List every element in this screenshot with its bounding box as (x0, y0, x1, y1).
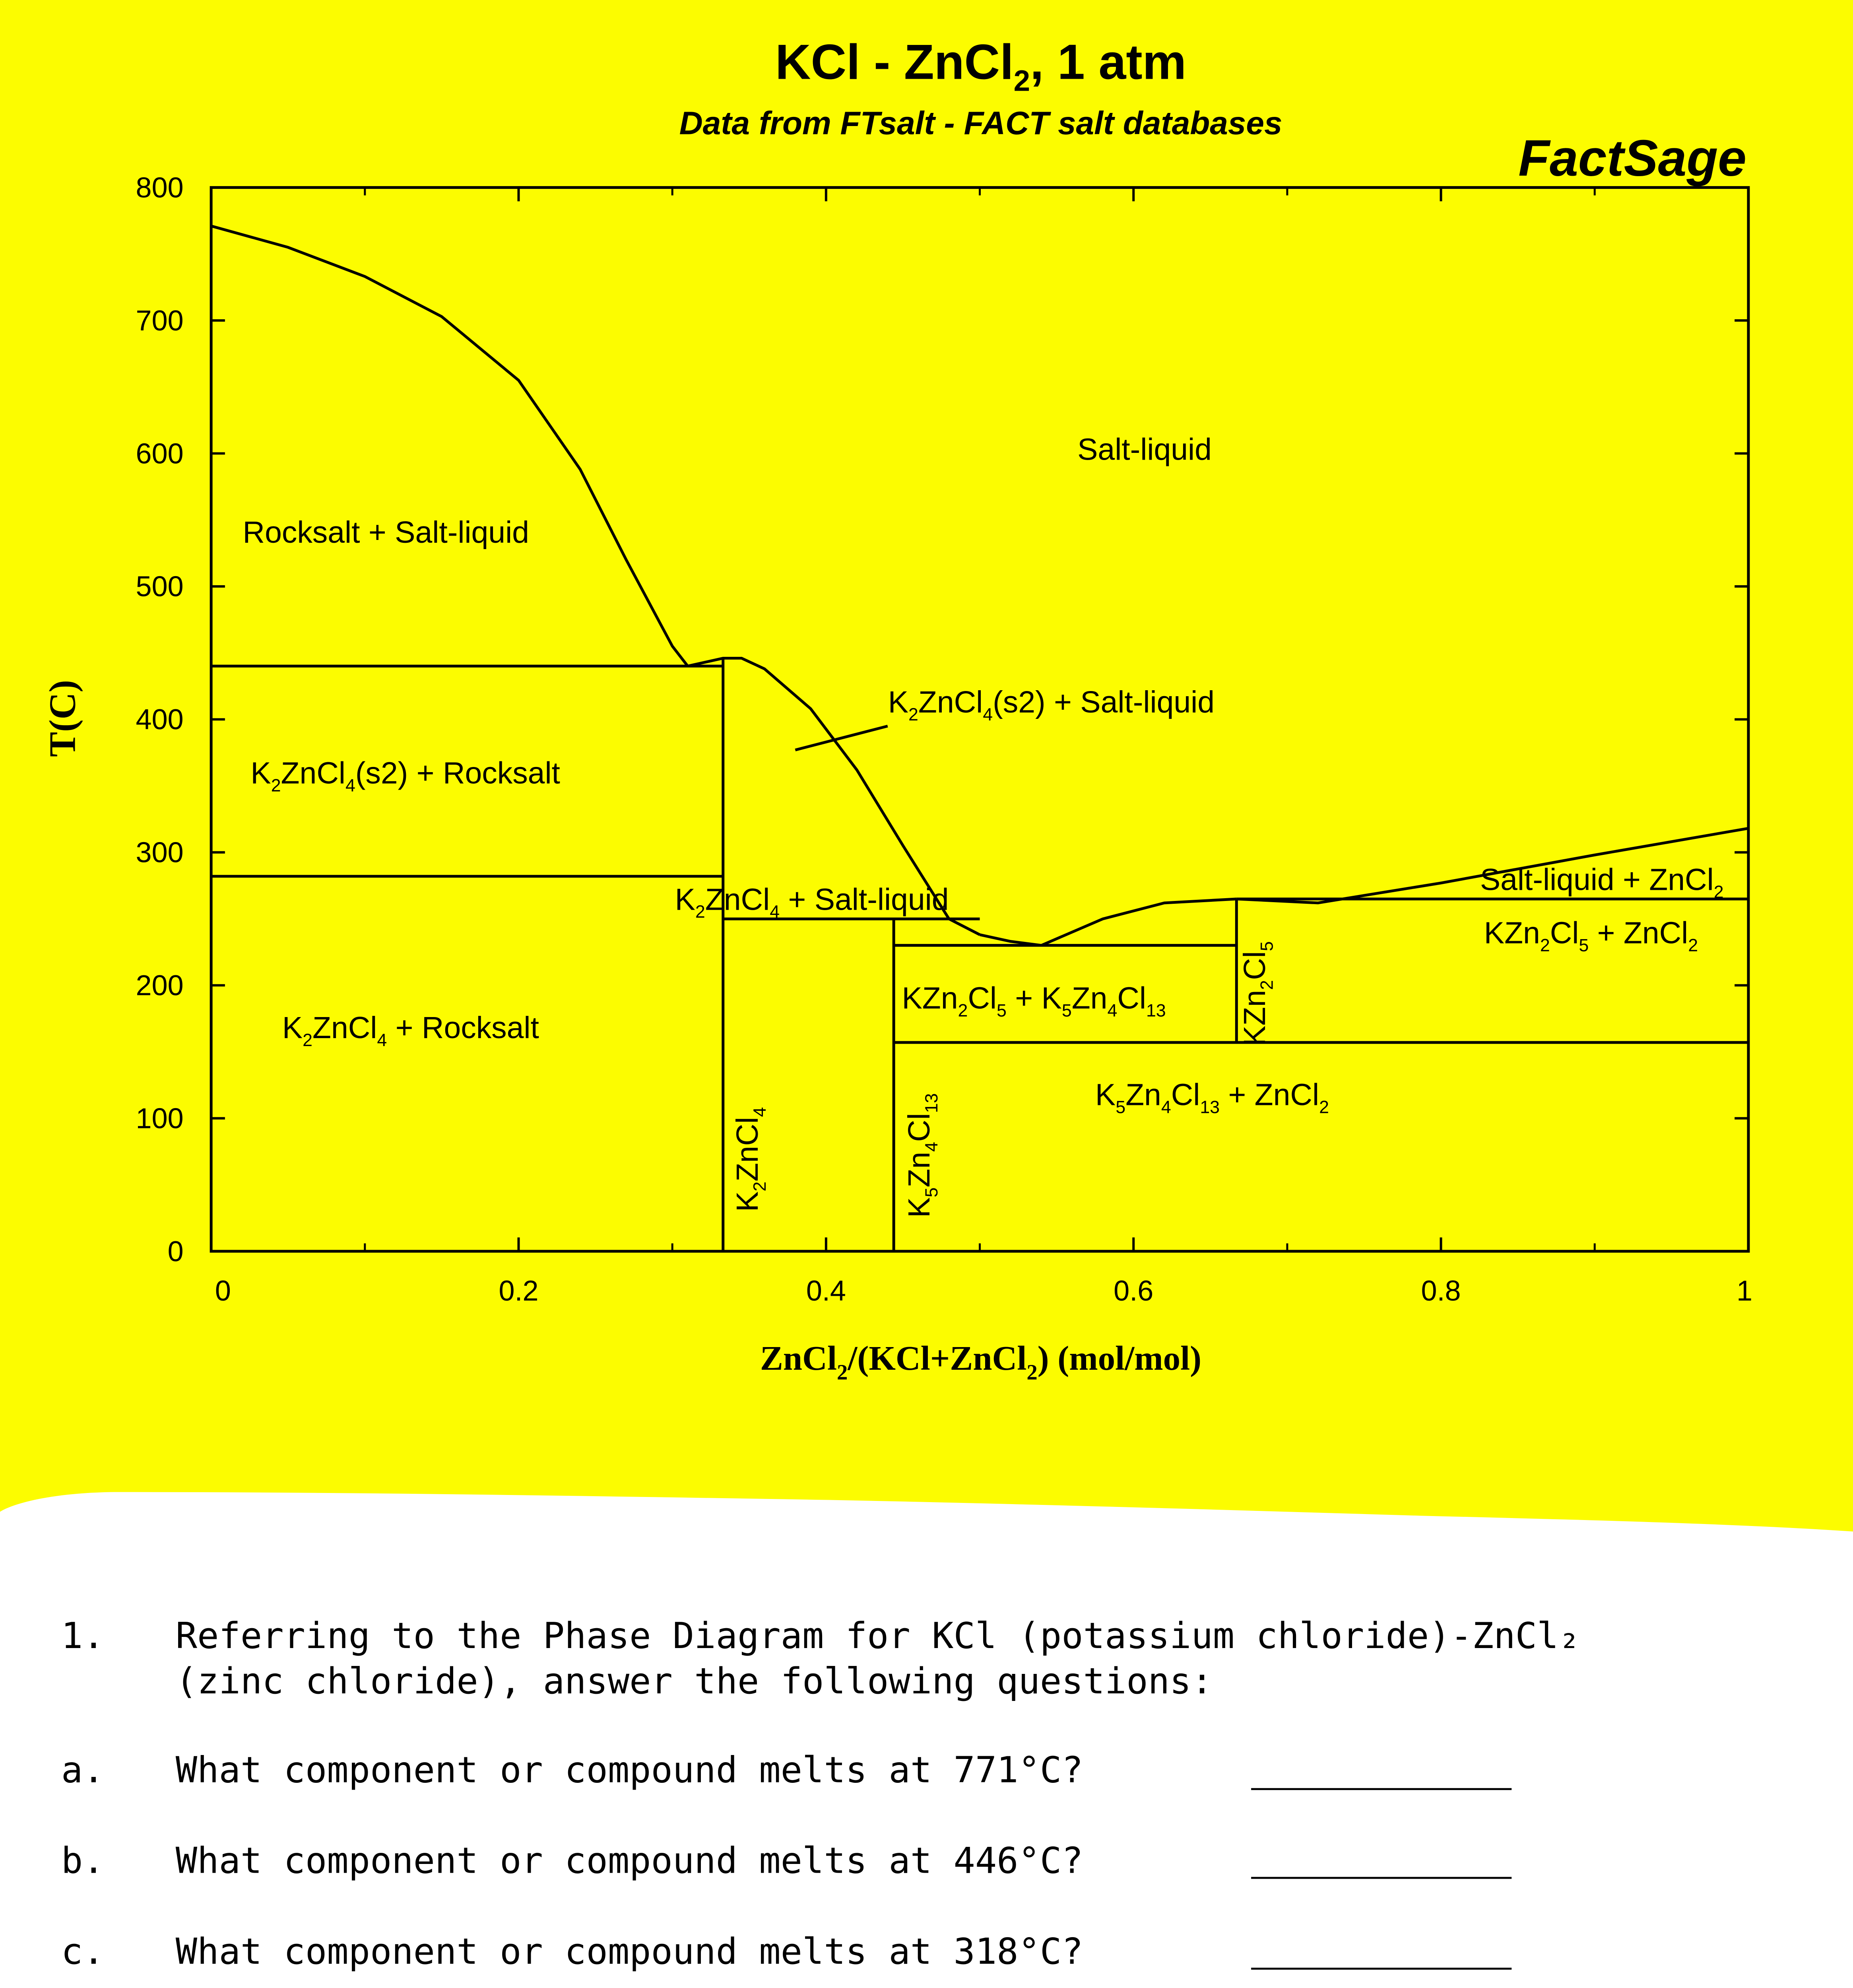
question-text-line: What component or compound melts at 446°C? (175, 1841, 1083, 1883)
axis-ticks (211, 188, 1748, 1251)
question-number: b. (61, 1841, 105, 1883)
compound-label-k5zn4cl13: $K_5Zn_4Cl_{13}$ (902, 1093, 941, 1218)
region-salt-liquid-zncl2: Salt-liquid + ZnCl$_2$ (1480, 862, 1724, 902)
answer-blank-c[interactable] (1251, 1968, 1512, 1972)
y-tick-label: 200 (136, 969, 184, 1002)
x-tick-label: 1 (1736, 1275, 1753, 1307)
question-text-line: Referring to the Phase Diagram for KCl (potassium chloride)-ZnCl₂ (175, 1616, 1580, 1658)
region-salt-liquid: Salt-liquid (1077, 432, 1212, 467)
y-tick-label: 700 (136, 305, 184, 337)
y-tick-label: 300 (136, 837, 184, 869)
y-axis-tick-labels (136, 172, 184, 1267)
factsage-logo: FactSage (1518, 129, 1746, 187)
phase-boundaries (211, 226, 1748, 1251)
region-k2zncl4-liquid: $K_2ZnCl_4$ + Salt-liquid (675, 882, 949, 922)
y-tick-label: 0 (167, 1235, 184, 1268)
x-tick-label: 0.2 (499, 1275, 539, 1307)
leader-K2ZnCl4-s2 (795, 726, 887, 750)
region-k2zncl4-s2-rocksalt: $K_2ZnCl_4(s2)$ + Rocksalt (250, 756, 560, 796)
liquidus-KZn2Cl5 (1041, 899, 1236, 945)
plot-area (211, 188, 1748, 1251)
y-tick-label: 400 (136, 704, 184, 736)
answer-blank-b[interactable] (1251, 1877, 1512, 1881)
y-tick-label: 800 (136, 172, 184, 204)
liquidus-K5Zn4Cl13 (980, 935, 1042, 945)
region-k2zncl4-rocksalt: $K_2ZnCl_4$ + Rocksalt (282, 1010, 539, 1050)
question-text-line: (zinc chloride), answer the following questions: (175, 1662, 1213, 1703)
question-text-line: What component or compound melts at 318°C? (175, 1932, 1083, 1974)
liquidus-KCl (211, 226, 688, 666)
chart-subtitle: Data from FTsalt - FACT salt databases (679, 105, 1283, 142)
chart-title (775, 35, 1186, 97)
x-tick-label: 0.6 (1114, 1275, 1154, 1307)
svg-text:KCl - ZnCl2, 1 atm: KCl - ZnCl$_2$, 1 atm (775, 35, 1187, 97)
region-labels (243, 433, 1724, 1218)
answer-blank-a[interactable] (1251, 1788, 1512, 1792)
y-tick-label: 100 (136, 1103, 184, 1135)
region-kzn2cl5-k5zn4cl13: $KZn_2Cl_5 + K_5Zn_4Cl_{13}$ (902, 981, 1166, 1021)
question-text-line: What component or compound melts at 771°C? (175, 1750, 1083, 1792)
x-tick-label: 0 (215, 1275, 231, 1307)
y-tick-label: 600 (136, 438, 184, 470)
question-number: a. (61, 1750, 105, 1792)
region-kzn2cl5-zncl2: $KZn_2Cl_5$ + ZnCl$_2$ (1484, 916, 1698, 955)
x-tick-label: 0.8 (1421, 1275, 1461, 1307)
y-tick-label: 500 (136, 571, 184, 603)
question-number: c. (61, 1932, 105, 1974)
x-tick-label: 0.4 (806, 1275, 846, 1307)
x-axis-tick-labels (215, 1275, 1752, 1307)
compound-label-kzn2cl5: $KZn_2Cl_5$ (1237, 941, 1277, 1046)
region-k5zn4cl13-zncl2: $K_5Zn_4Cl_{13}$ + ZnCl$_2$ (1095, 1077, 1329, 1117)
x-axis-label: ZnCl$_2$/(KCl+ZnCl$_2$) (mol/mol) (760, 1339, 1202, 1384)
compound-label-k2zncl4: $K_2ZnCl_4$ (730, 1107, 770, 1212)
region-k2zncl4-s2-liquid: $K_2ZnCl_4(s2)$ + Salt-liquid (888, 685, 1215, 724)
question-number: 1. (61, 1616, 105, 1658)
y-axis-label: T(C) (42, 679, 83, 757)
region-rocksalt-liquid: Rocksalt + Salt-liquid (243, 515, 529, 550)
